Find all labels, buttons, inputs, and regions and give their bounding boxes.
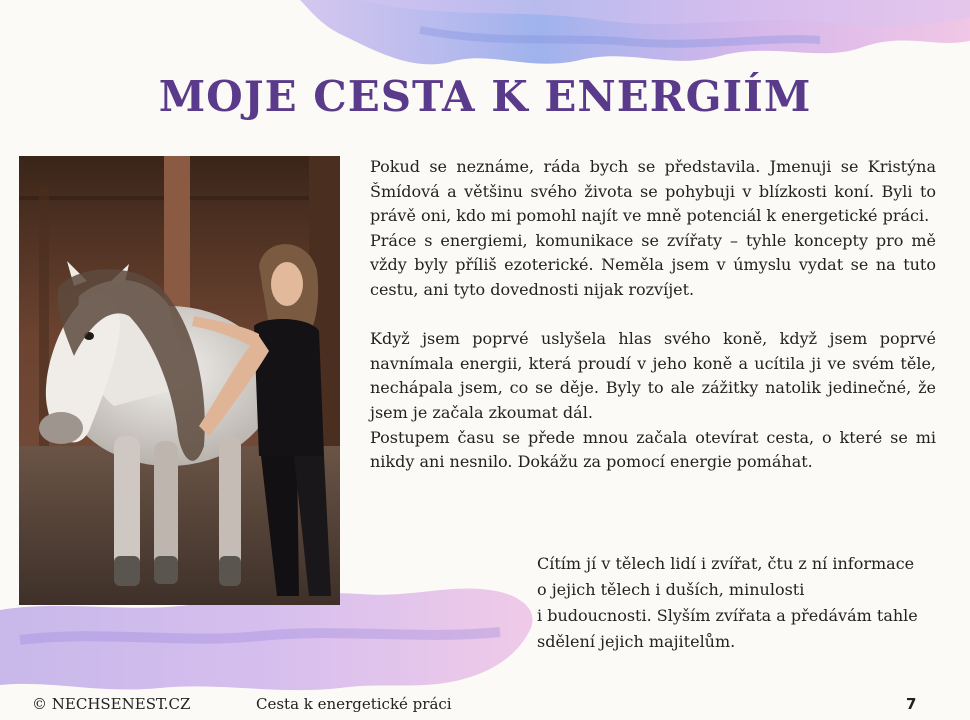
main-text (370, 155, 936, 475)
photo-illustration (19, 156, 340, 605)
paragraph-first-voice: Když jsem poprvé uslyšela hlas svého koně, když jsem poprvé navnímala energii, která proudí v jeho koně a ucítila ji ve svém těle, nechápala jsem, co se děje. Byly to ale zážitky natolik jedinečné, že jsem je začala zkoumat dál. (370, 329, 936, 422)
page-title: MOJE CESTA K ENERGIÍM (158, 72, 812, 121)
paragraph-path: Postupem času se přede mnou začala otevírat cesta, o které se mi nikdy ani nesnilo. Dokážu za pomocí energie pomáhat. (370, 427, 936, 472)
page-number: 7 (906, 695, 917, 713)
footer-document-title: Cesta k energetické práci (256, 695, 452, 713)
horse-and-woman-photo (19, 156, 340, 605)
side-text-block (537, 551, 937, 655)
paragraph-spacer (370, 303, 936, 328)
paragraph-energies: Práce s energiemi, komunikace se zvířaty – tyhle koncepty pro mě vždy byly příliš ezoterické. Neměla jsem v úmyslu vydat se na tuto cestu, ani tyto dovednosti nijak rozvíjet. (370, 230, 936, 299)
side-line: i budoucnosti. Slyším zvířata a předávám tahle (537, 606, 918, 625)
watercolor-top-decoration (300, 0, 970, 80)
page-footer (0, 695, 970, 715)
side-line: sdělení jejich majitelům. (537, 632, 736, 651)
footer-copyright: © NECHSENEST.CZ (32, 695, 191, 713)
side-line: Cítím jí v tělech lidí i zvířat, čtu z ní informace (537, 554, 915, 573)
paragraph-intro: Pokud se neznáme, ráda bych se představila. Jmenuji se Kristýna Šmídová a většinu svého života se pohybuji v blízkosti koní. Byli to právě oni, kdo mi pomohl najít ve mně potenciál k energetické práci. (370, 157, 936, 226)
side-line: o jejich tělech i duších, minulosti (537, 580, 805, 599)
